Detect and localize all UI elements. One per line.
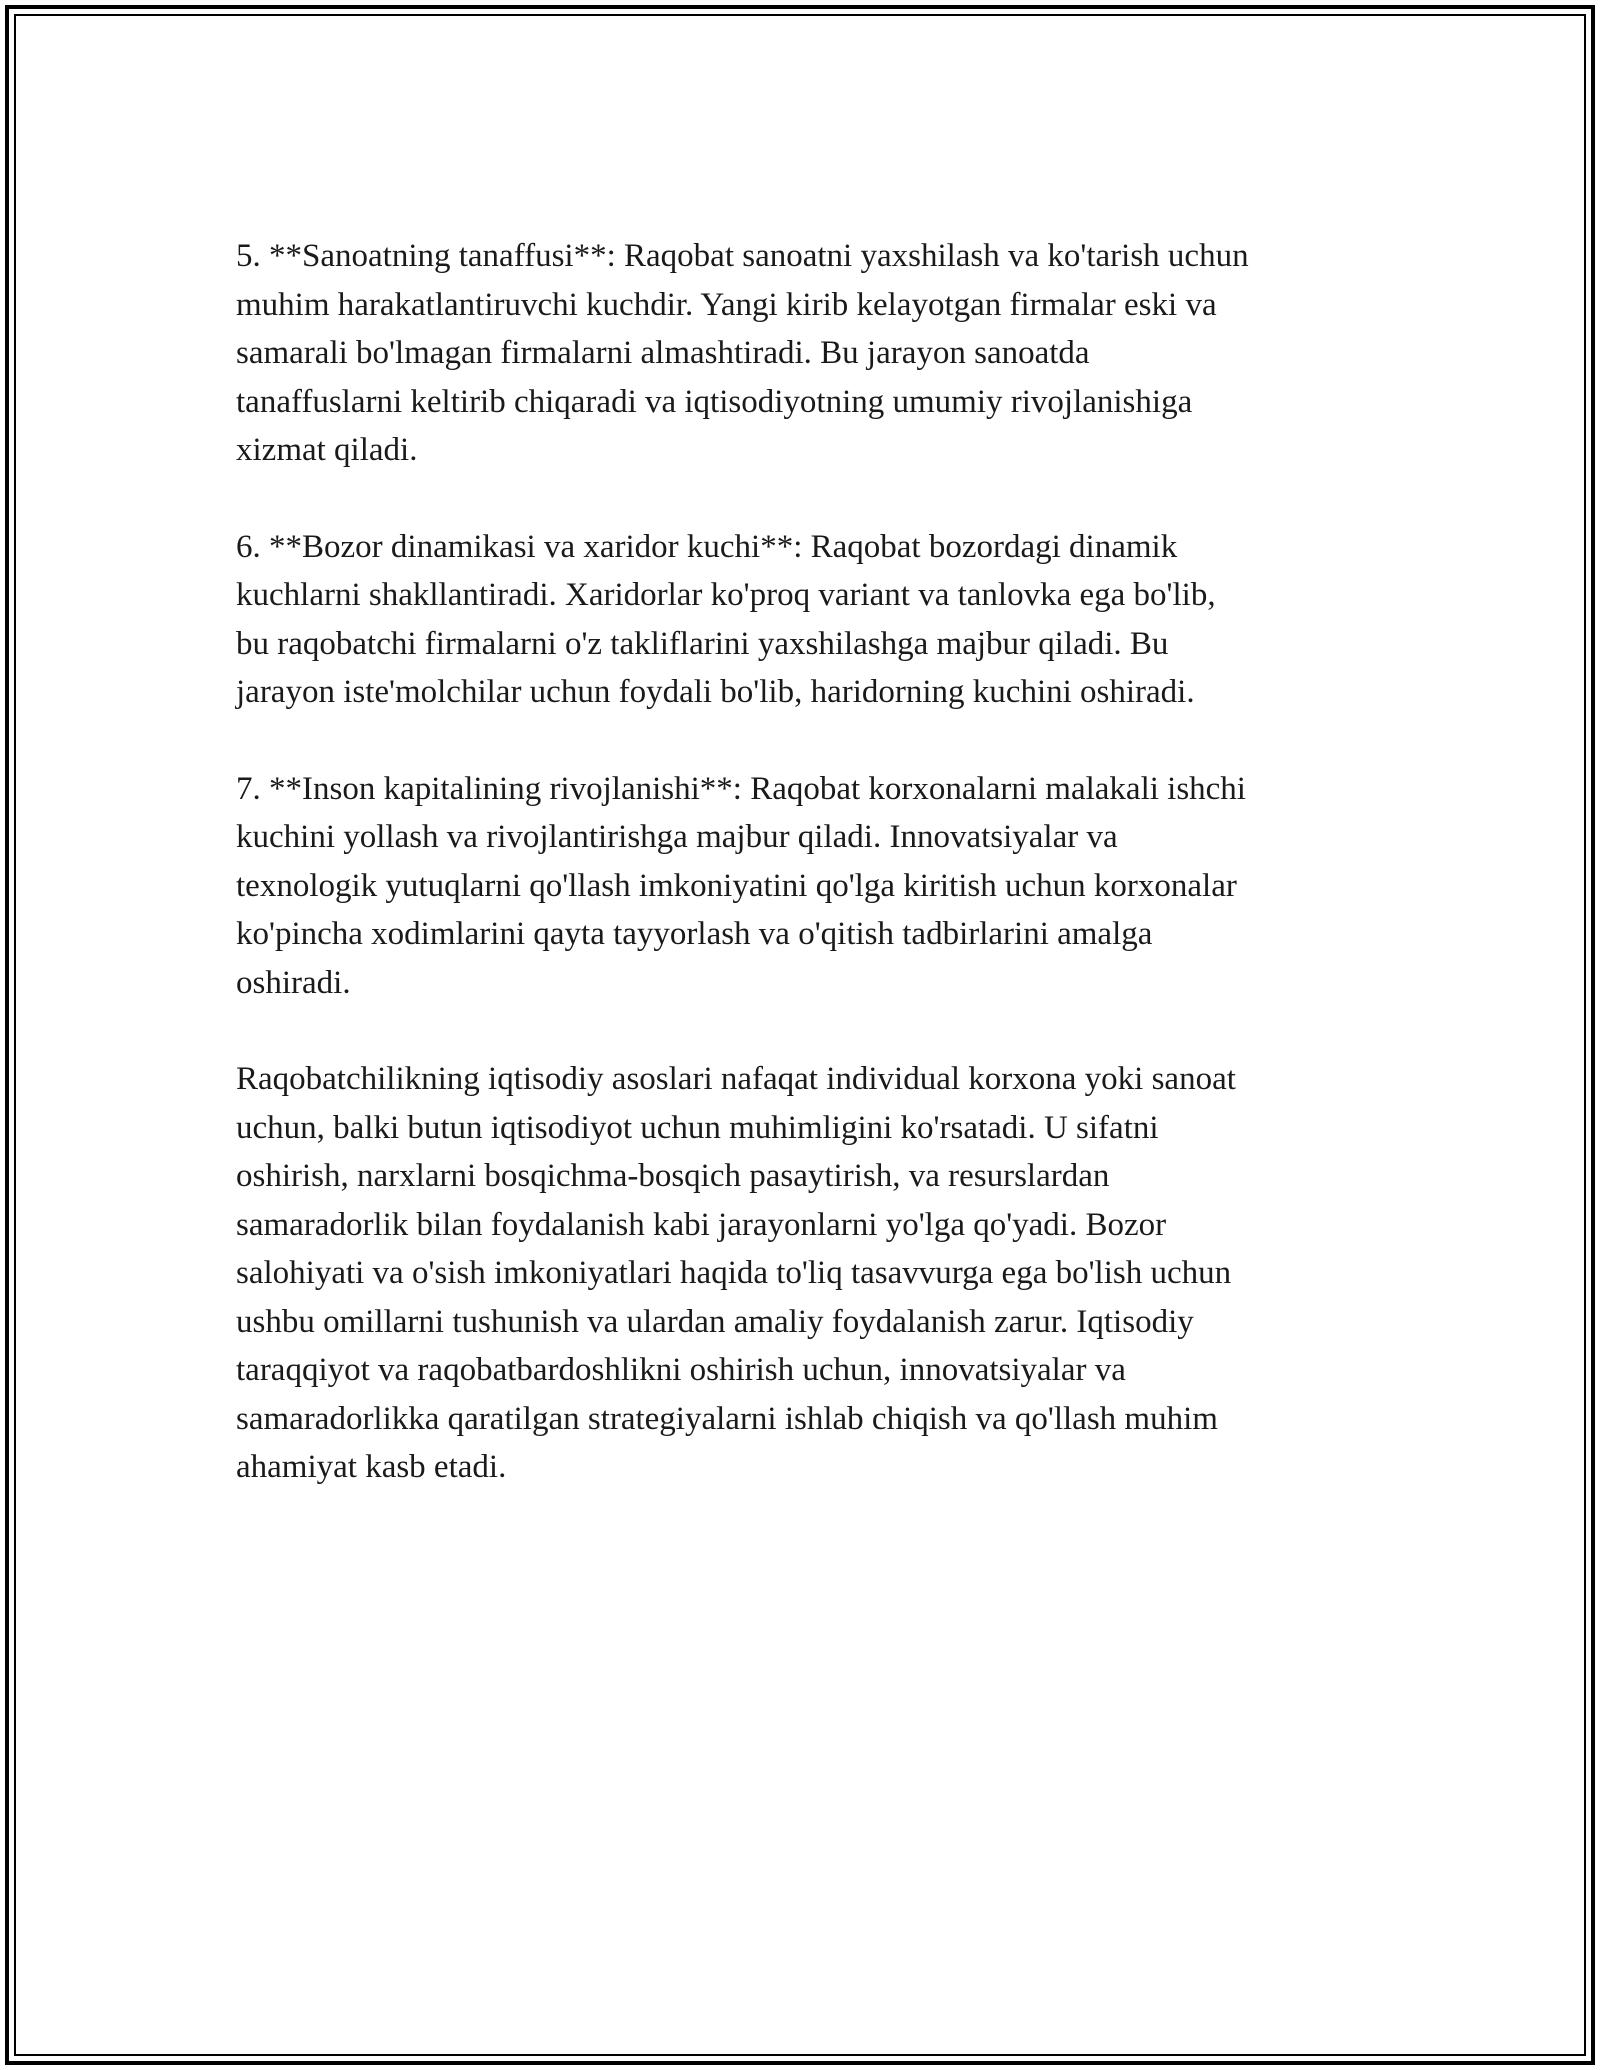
text-line: ko'pincha xodimlarini qayta tayyorlash va o'qitish tadbirlarini amalga — [236, 916, 1153, 952]
text-line: oshiradi. — [236, 964, 351, 1001]
text-line: oshirish, narxlarni bosqichma-bosqich pasaytirish, va resurslardan — [236, 1158, 1110, 1194]
paragraph-conclusion — [236, 1055, 1416, 1492]
text-line: samarali bo'lmagan firmalarni almashtiradi. Bu jarayon sanoatda — [236, 335, 1090, 371]
text-line: taraqqiyot va raqobatbardoshlikni oshirish uchun, innovatsiyalar va — [236, 1352, 1126, 1388]
text-line: texnologik yutuqlarni qo'llash imkoniyatini qo'lga kiritish uchun korxonalar — [236, 867, 1237, 904]
text-line: jarayon iste'molchilar uchun foydali bo'lib, haridorning kuchini oshiradi. — [236, 674, 1195, 710]
text-line: muhim harakatlantiruvchi kuchdir. Yangi kirib kelayotgan firmalar eski va — [236, 286, 1217, 323]
text-line: 7. **Inson kapitalining rivojlanishi**: Raqobat korxonalarni malakali ishchi — [236, 770, 1246, 807]
paragraph-bozor-dinamikasi — [236, 523, 1416, 717]
text-line: Raqobatchilikning iqtisodiy asoslari nafaqat individual korxona yoki sanoat — [236, 1061, 1236, 1097]
text-line: ushbu omillarni tushunish va ulardan amaliy foydalanish zarur. Iqtisodiy — [236, 1303, 1194, 1340]
text-line: tanaffuslarni keltirib chiqaradi va iqtisodiyotning umumiy rivojlanishiga — [236, 383, 1193, 420]
text-line: bu raqobatchi firmalarni o'z takliflarini yaxshilashga majbur qiladi. Bu — [236, 625, 1169, 662]
text-line: salohiyati va o'sish imkoniyatlari haqida to'liq tasavvurga ega bo'lish uchun — [236, 1255, 1232, 1291]
text-line: 5. **Sanoatning tanaffusi**: Raqobat sanoatni yaxshilash va ko'tarish uchun — [236, 238, 1249, 274]
text-line: ahamiyat kasb etadi. — [236, 1449, 507, 1485]
text-line: kuchlarni shakllantiradi. Xaridorlar ko'proq variant va tanlovka ega bo'lib, — [236, 577, 1216, 613]
text-line: kuchini yollash va rivojlantirishga majbur qiladi. Innovatsiyalar va — [236, 819, 1118, 855]
paragraph-sanoatning-tanaffusi — [236, 232, 1416, 475]
text-line: samaradorlik bilan foydalanish kabi jarayonlarni yo'lga qo'yadi. Bozor — [236, 1206, 1167, 1243]
text-line: uchun, balki butun iqtisodiyot uchun muhimligini ko'rsatadi. U sifatni — [236, 1109, 1159, 1146]
text-line: samaradorlikka qaratilgan strategiyalarni ishlab chiqish va qo'llash muhim — [236, 1400, 1218, 1437]
document-body — [236, 232, 1416, 1540]
text-line: 6. **Bozor dinamikasi va xaridor kuchi**: Raqobat bozordagi dinamik — [236, 528, 1178, 565]
paragraph-inson-kapitali — [236, 765, 1416, 1008]
text-line: xizmat qiladi. — [236, 432, 418, 468]
